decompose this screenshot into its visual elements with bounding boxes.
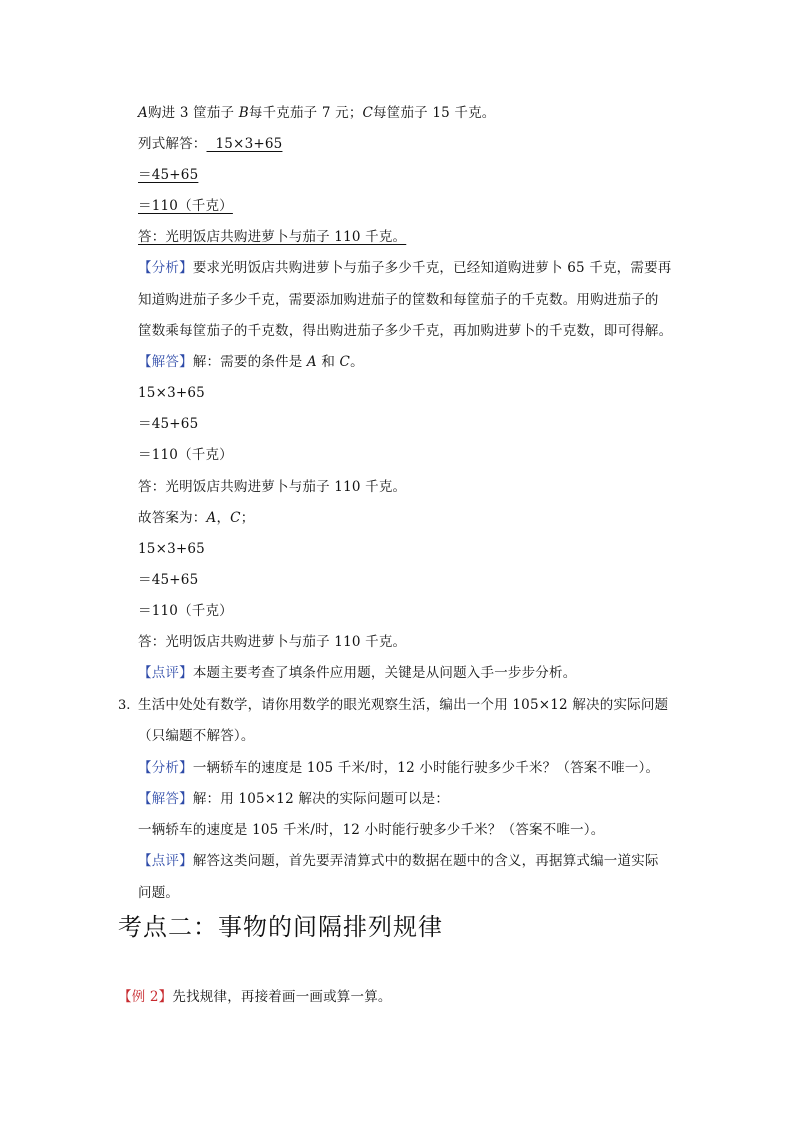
analysis-3 <box>138 759 659 777</box>
solution-1-calc-3: ＝110（千克） <box>138 447 233 463</box>
question-options-line <box>138 104 496 122</box>
answer-conclusion <box>138 228 424 246</box>
question-3-number: 3. <box>118 698 131 713</box>
analysis-1-text-1: 要求光明饭店共购进萝卜与茄子多少千克，已经知道购进萝卜 65 千克，需要再 <box>192 260 672 276</box>
example-2-tag: 【例 2】 <box>118 989 173 1005</box>
analysis-3-tag: 【分析】 <box>138 760 193 776</box>
comment-1-text: 本题主要考查了填条件应用题，关键是从问题入手一步步分析。 <box>192 665 577 681</box>
solution-3-line-1 <box>138 790 449 808</box>
comment-3-line-2: 问题。 <box>138 885 180 901</box>
answer-expression: 15×3+65 <box>206 136 283 152</box>
solution-3-line-2: 一辆轿车的速度是 105 千米/时，12 小时能行驶多少千米？（答案不唯一）。 <box>138 822 605 838</box>
solution-1-letter-c: C <box>339 354 351 370</box>
solution-1-letter-a: A <box>306 354 317 370</box>
solution-1-intro-mid: 和 <box>316 354 340 370</box>
analysis-1-line-1 <box>138 259 671 277</box>
final-answer-end: ； <box>240 510 255 526</box>
example-2-text: 先找规律，再接着画一画或算一算。 <box>172 989 392 1005</box>
solution-tag: 【解答】 <box>138 354 193 370</box>
section-heading: 考点二：事物的间隔排列规律 <box>118 913 443 941</box>
option-c-text: 每筐茄子 15 千克。 <box>373 105 496 121</box>
analysis-3-text: 一辆轿车的速度是 105 千米/时，12 小时能行驶多少千米？（答案不唯一）。 <box>192 760 660 776</box>
answer-expression-line <box>138 135 288 153</box>
solution-1-final <box>138 509 254 527</box>
comment-tag: 【点评】 <box>138 665 193 681</box>
final-answer-sep: ， <box>216 510 231 526</box>
analysis-1-text-3: 筐数乘每筐茄子的千克数，得出购进茄子多少千克，再加购进萝卜的千克数，即可得解。 <box>138 323 673 339</box>
analysis-tag: 【分析】 <box>138 260 193 276</box>
final-answer-a: A <box>206 510 217 526</box>
final-answer-c: C <box>230 510 241 526</box>
analysis-1-line-2 <box>138 291 659 309</box>
final-answer-label: 故答案为： <box>138 510 207 526</box>
solution-1-intro <box>138 353 364 371</box>
solution-1-calc-6: ＝110（千克） <box>138 603 233 619</box>
question-3-line-2: （只编题不解答）。 <box>138 728 255 744</box>
solution-1-answer: 答：光明饭店共购进萝卜与茄子 110 千克。 <box>138 479 407 495</box>
answer-step-1 <box>138 166 198 184</box>
answer-conclusion-text: 答：光明饭店共购进萝卜与茄子 110 千克。 <box>138 229 407 245</box>
answer-step-2-text: ＝110（千克） <box>138 198 233 214</box>
question-3-line-1: 生活中处处有数学，请你用数学的眼光观察生活，编出一个用 105×12 解决的实际问题 <box>138 697 669 713</box>
solution-1-calc-5: ＝45+65 <box>138 572 199 588</box>
option-a-text: 购进 3 筐茄子 <box>147 105 239 121</box>
comment-3-line-1 <box>138 852 659 870</box>
solution-1-intro-text: 解：需要的条件是 <box>192 354 307 370</box>
option-c-letter: C <box>362 105 374 121</box>
comment-1 <box>138 664 576 682</box>
analysis-1-text-2: 知道购进茄子多少千克，需要添加购进茄子的筐数和每筐茄子的千克数。用购进茄子的 <box>138 292 659 308</box>
option-b-text: 每千克茄子 7 元； <box>248 105 363 121</box>
answer-step-1-text: ＝45+65 <box>138 167 199 183</box>
option-b-letter: B <box>238 105 249 121</box>
solution-3-tag: 【解答】 <box>138 791 193 807</box>
solution-1-intro-end: 。 <box>350 354 364 370</box>
solution-3-text: 解：用 105×12 解决的实际问题可以是： <box>192 791 450 807</box>
answer-step-2 <box>138 197 233 215</box>
answer-label: 列式解答： <box>138 136 207 152</box>
example-2 <box>118 988 392 1006</box>
analysis-1-line-3 <box>138 322 672 340</box>
solution-1-calc-1: 15×3+65 <box>138 385 205 401</box>
comment-3-tag: 【点评】 <box>138 853 193 869</box>
option-a-letter: A <box>138 105 148 121</box>
solution-1-answer-2: 答：光明饭店共购进萝卜与茄子 110 千克。 <box>138 634 407 650</box>
comment-3-text-1: 解答这类问题，首先要弄清算式中的数据在题中的含义，再据算式编一道实际 <box>192 853 659 869</box>
solution-1-calc-4: 15×3+65 <box>138 541 205 557</box>
solution-1-calc-2: ＝45+65 <box>138 416 199 432</box>
